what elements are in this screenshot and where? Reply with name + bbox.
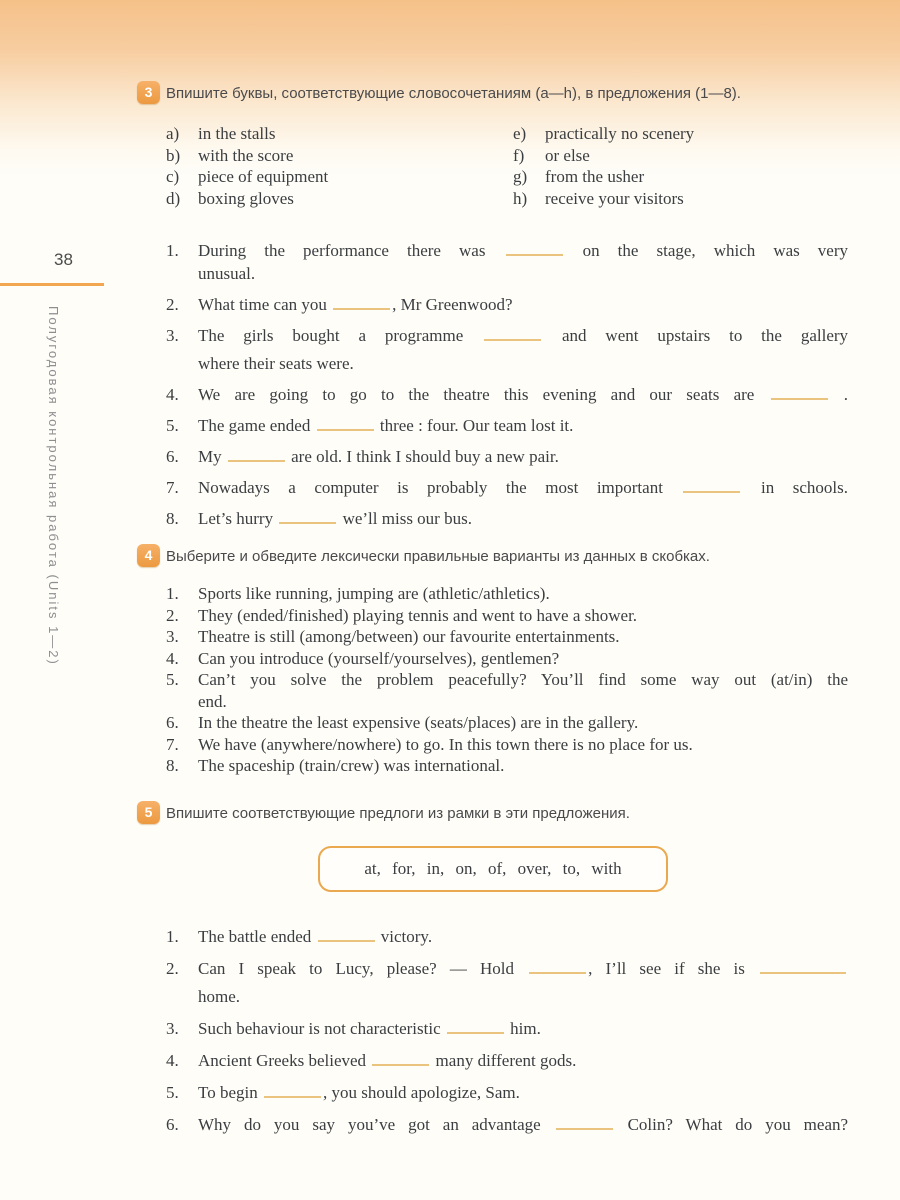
item-number: 1. xyxy=(166,927,179,946)
answer-blank xyxy=(760,959,846,974)
sentence-text xyxy=(198,507,848,530)
answer-blank xyxy=(317,416,374,431)
sentence-segment: him. xyxy=(510,1019,541,1038)
sentence-item xyxy=(166,712,848,734)
answer-blank xyxy=(484,326,541,341)
option-text: with the score xyxy=(198,145,294,165)
sentence-item xyxy=(166,669,848,712)
sentence-item xyxy=(166,648,848,670)
sentence-text xyxy=(198,1113,848,1136)
sentence-segment: My xyxy=(198,447,222,466)
item-number: 4. xyxy=(166,1051,179,1070)
sentence-text xyxy=(198,239,848,285)
item-number: 1. xyxy=(166,241,179,260)
sentence-segment: . xyxy=(843,385,849,404)
item-number: 3. xyxy=(166,627,179,646)
exercise-3-section xyxy=(144,84,849,538)
option-letter: b) xyxy=(166,145,181,165)
sentence-segment: , you should apologize, Sam. xyxy=(322,1083,520,1102)
sentence-segment: To begin xyxy=(198,1083,258,1102)
exercise-5-badge: 5 xyxy=(137,801,160,824)
sentence-segment: victory. xyxy=(380,927,433,946)
sentence-segment: many different gods. xyxy=(435,1051,577,1070)
sentence-text: Sports like running, jumping are (athletic/athletics). xyxy=(198,584,550,603)
option-letter: e) xyxy=(513,124,527,143)
option-text: from the usher xyxy=(545,167,645,186)
item-number: 4. xyxy=(166,648,179,668)
sentence-segment: , Mr Greenwood? xyxy=(392,295,513,314)
sentence-segment: , I’ll see if she is xyxy=(588,959,745,978)
sentence-segment: and went upstairs to the gallery xyxy=(562,326,849,345)
sentence-item xyxy=(166,445,848,468)
option-letter: f) xyxy=(513,145,525,165)
sentence-item xyxy=(166,476,848,499)
item-number: 7. xyxy=(166,478,179,497)
option-text: boxing gloves xyxy=(198,188,294,208)
sentence-segment: Let’s hurry xyxy=(198,509,274,528)
exercise-3-instruction: Впишите буквы, соответствующие словосочетаниям (a—h), в предложения (1—8). xyxy=(166,85,741,102)
exercise-4-instruction: Выберите и обведите лексически правильные варианты из данных в скобках. xyxy=(166,548,710,565)
exercise-5-instruction: Впишите соответствующие предлоги из рамки в эти предложения. xyxy=(166,805,630,822)
answer-blank xyxy=(318,927,375,942)
sentence-segment: During the performance there was xyxy=(198,241,486,260)
sentence-segment: we’ll miss our bus. xyxy=(342,509,472,528)
sentence-segment: Nowadays a computer is probably the most important xyxy=(198,478,663,497)
answer-blank xyxy=(279,509,336,524)
sentence-item xyxy=(166,507,848,530)
sentence-text xyxy=(198,669,848,712)
prepositions-box: at, for, in, on, of, over, to, with xyxy=(318,846,668,892)
sentence-segment: Why do you say you’ve got an advantage xyxy=(198,1115,541,1134)
item-number: 2. xyxy=(166,605,179,625)
answer-blank xyxy=(683,478,740,493)
sentence-text: The spaceship (train/crew) was international. xyxy=(198,756,505,775)
answer-blank xyxy=(529,959,586,974)
item-number: 5. xyxy=(166,670,179,689)
option-letter: c) xyxy=(166,167,180,186)
sentence-item xyxy=(166,324,848,375)
item-number: 5. xyxy=(166,416,179,435)
sentence-text: Theatre is still (among/between) our favourite entertainments. xyxy=(198,627,620,646)
option-text: practically no scenery xyxy=(545,124,695,143)
option-letter: h) xyxy=(513,188,528,208)
sentence-item xyxy=(166,1081,848,1104)
exercise-3-options xyxy=(166,123,848,209)
sentence-segment: Ancient Greeks believed xyxy=(198,1051,367,1070)
sentence-text xyxy=(198,324,848,375)
sentence-text: We have (anywhere/nowhere) to go. In this town there is no place for us. xyxy=(198,734,693,754)
sentence-segment: unusual. xyxy=(198,264,256,283)
item-number: 7. xyxy=(166,734,179,754)
item-number: 4. xyxy=(166,385,179,404)
sentence-text xyxy=(198,414,848,437)
sentence-text xyxy=(198,1081,848,1104)
sentence-item xyxy=(166,957,848,1008)
sentence-item xyxy=(166,239,848,285)
sentence-text xyxy=(198,1049,848,1072)
answer-blank xyxy=(333,295,390,310)
item-number: 2. xyxy=(166,295,179,314)
option-letter: a) xyxy=(166,124,180,143)
sentence-text xyxy=(198,445,848,468)
exercise-3-badge: 3 xyxy=(137,81,160,104)
item-number: 8. xyxy=(166,756,179,775)
option-text: receive your visitors xyxy=(545,188,684,208)
exercise-4-badge: 4 xyxy=(137,544,160,567)
option-letter: g) xyxy=(513,167,528,186)
options-left-column xyxy=(166,123,513,209)
exercise-3-items xyxy=(166,239,848,530)
item-number: 6. xyxy=(166,447,179,466)
sentence-segment: on the stage, which was very xyxy=(582,241,849,260)
sentence-text xyxy=(198,1017,848,1040)
exercise-4-items xyxy=(166,583,848,777)
sentence-item xyxy=(166,755,848,777)
option-letter: d) xyxy=(166,188,181,208)
sentence-segment: where their seats were. xyxy=(198,354,354,373)
sentence-text xyxy=(198,383,848,406)
sidebar-title: Полугодовая контрольная работа (Units 1—2) xyxy=(46,306,61,666)
sidebar-rule xyxy=(0,283,104,286)
sentence-item xyxy=(166,583,848,605)
exercise-4-section xyxy=(144,547,848,777)
sentence-item xyxy=(166,626,848,648)
item-number: 6. xyxy=(166,713,179,732)
sentence-segment: Colin? What do you mean? xyxy=(627,1115,849,1134)
sentence-item xyxy=(166,1017,848,1040)
sentence-segment: We are going to go to the theatre this evening and our seats are xyxy=(198,385,755,404)
sentence-segment: Can’t you solve the problem peacefully? You’ll find some way out (at/in) the xyxy=(198,670,848,689)
sentence-segment: The girls bought a programme xyxy=(198,326,464,345)
sentence-segment: are old. I think I should buy a new pair. xyxy=(291,447,559,466)
sentence-segment: Can I speak to Lucy, please? — Hold xyxy=(198,959,514,978)
sentence-text xyxy=(198,957,848,1008)
sentence-text: In the theatre the least expensive (seats/places) are in the gallery. xyxy=(198,713,639,732)
answer-blank xyxy=(228,447,285,462)
sentence-text: They (ended/finished) playing tennis and went to have a shower. xyxy=(198,605,638,625)
sentence-item xyxy=(166,383,848,406)
sentence-segment: What time can you xyxy=(198,295,327,314)
sentence-segment: The game ended xyxy=(198,416,311,435)
item-number: 1. xyxy=(166,584,179,603)
sentence-segment: end. xyxy=(198,691,227,711)
sentence-item xyxy=(166,1049,848,1072)
answer-blank xyxy=(264,1083,321,1098)
sentence-text xyxy=(198,293,848,316)
answer-blank xyxy=(556,1115,613,1130)
sentence-segment: Such behaviour is not characteristic xyxy=(198,1019,441,1038)
sentence-segment: in schools. xyxy=(760,478,848,497)
sentence-text xyxy=(198,925,848,948)
item-number: 5. xyxy=(166,1083,179,1102)
option-text: in the stalls xyxy=(198,124,276,143)
item-number: 8. xyxy=(166,509,179,528)
sentence-item xyxy=(166,605,848,627)
item-number: 6. xyxy=(166,1115,179,1134)
sentence-text xyxy=(198,476,848,499)
sentence-segment: three : four. Our team lost it. xyxy=(379,416,574,435)
option-text: piece of equipment xyxy=(198,167,329,186)
answer-blank xyxy=(506,241,563,256)
sentence-item xyxy=(166,293,848,316)
sentence-segment: The battle ended xyxy=(198,927,312,946)
answer-blank xyxy=(771,385,828,400)
options-right-column xyxy=(513,123,848,209)
sentence-item xyxy=(166,925,848,948)
item-number: 3. xyxy=(166,326,179,345)
sentence-text: Can you introduce (yourself/yourselves), gentlemen? xyxy=(198,648,560,668)
sentence-item xyxy=(166,734,848,756)
answer-blank xyxy=(447,1019,504,1034)
exercise-5-section xyxy=(144,804,849,1145)
sidebar xyxy=(0,0,120,1200)
answer-blank xyxy=(372,1051,429,1066)
sentence-item xyxy=(166,1113,848,1136)
sentence-segment: home. xyxy=(198,987,241,1006)
page-number: 38 xyxy=(54,250,73,269)
sentence-item xyxy=(166,414,848,437)
exercise-5-items xyxy=(166,925,848,1136)
option-text: or else xyxy=(545,145,590,165)
item-number: 3. xyxy=(166,1019,179,1038)
item-number: 2. xyxy=(166,959,179,978)
